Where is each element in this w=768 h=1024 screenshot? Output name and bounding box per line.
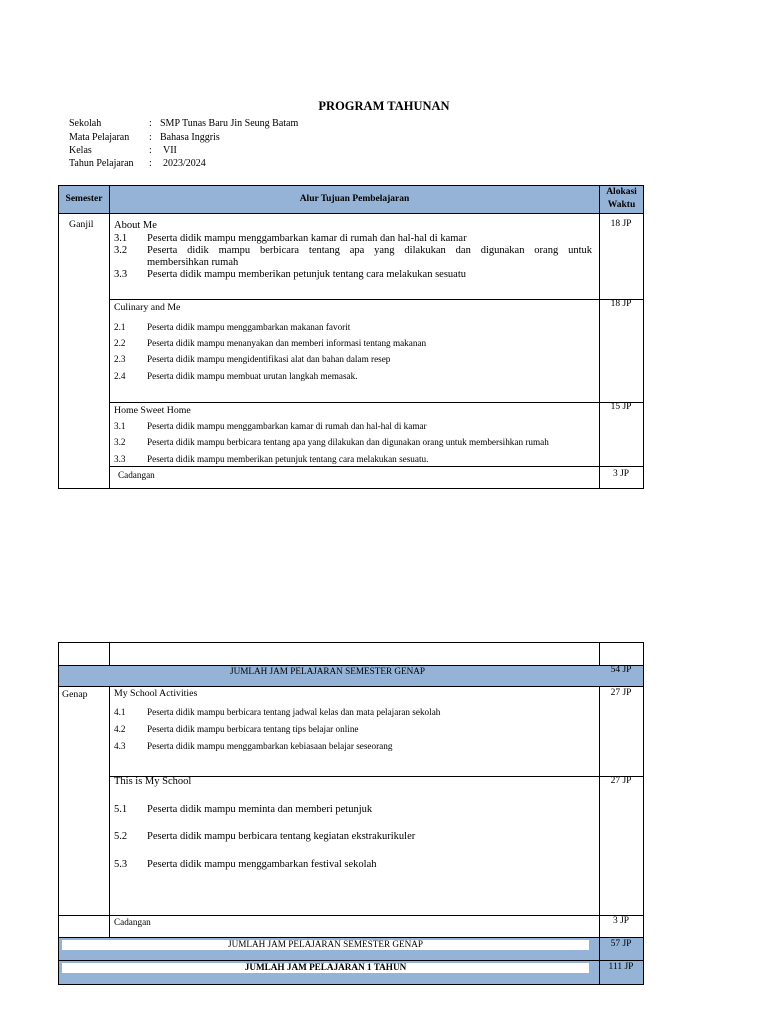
- objective-number: 4.1: [114, 707, 126, 717]
- header-alokasi-waktu: [600, 186, 643, 212]
- objective-number: 4.2: [114, 724, 126, 734]
- table-border: [599, 185, 600, 489]
- info-row-subject: [0, 131, 768, 145]
- table-border: [58, 185, 644, 186]
- table-border: [58, 488, 644, 489]
- semester-label: Ganjil: [69, 219, 94, 230]
- unit-title: This is My School: [114, 776, 192, 787]
- info-separator: :: [149, 158, 152, 169]
- objective-text: Peserta didik mampu membuat urutan langkah memasak.: [147, 371, 358, 381]
- table-border: [109, 402, 644, 403]
- header-semester: Semester: [65, 194, 103, 204]
- objective-number: 3.1: [114, 421, 126, 431]
- info-value: Bahasa Inggris: [160, 131, 220, 143]
- objective-text: Peserta didik mampu menggambarkan kamar di rumah dan hal-hal di kamar: [147, 233, 467, 244]
- objective-number: 3.3: [114, 454, 126, 464]
- objective-text: Peserta didik mampu menggambarkan festival sekolah: [147, 859, 377, 870]
- info-label: Tahun Pelajaran: [69, 158, 134, 169]
- objective-text: Peserta didik mampu menanyakan dan memberi informasi tentang makanan: [147, 338, 427, 348]
- table-border: [58, 642, 644, 643]
- unit-title: About Me: [114, 220, 157, 231]
- jumlah-genap-label: JUMLAH JAM PELAJARAN SEMESTER GENAP: [228, 939, 423, 949]
- objective-number: 3.3: [114, 269, 128, 280]
- objective-number: 5.1: [114, 804, 128, 815]
- table-border: [58, 642, 59, 985]
- unit-title: Home Sweet Home: [114, 405, 191, 416]
- objective-number: 5.2: [114, 831, 128, 842]
- cadangan-jp: 3 JP: [612, 469, 630, 479]
- table-border: [109, 686, 110, 937]
- cadangan-label: Cadangan: [114, 917, 151, 927]
- info-row-school: [0, 117, 768, 131]
- info-value: VII: [163, 145, 177, 156]
- info-label: Sekolah: [69, 118, 102, 129]
- table-border: [643, 642, 644, 985]
- header-alokasi-line1: Alokasi: [606, 187, 637, 197]
- objective-text: Peserta didik mampu menggambarkan kamar di rumah dan hal-hal di kamar: [147, 421, 427, 431]
- unit-jp: 18 JP: [610, 219, 632, 229]
- objective-number: 3.2: [114, 245, 128, 256]
- info-separator: :: [149, 118, 152, 129]
- unit-title: My School Activities: [114, 688, 198, 699]
- header-alur-tujuan: Alur Tujuan Pembelajaran: [299, 194, 410, 204]
- jumlah-tahun-label: JUMLAH JAM PELAJARAN 1 TAHUN: [244, 962, 407, 972]
- objective-text: Peserta didik mampu meminta dan memberi petunjuk: [147, 804, 373, 815]
- table-border: [599, 642, 600, 666]
- info-row-class: [0, 144, 768, 158]
- objective-number: 5.3: [114, 859, 128, 870]
- objective-number: 2.2: [114, 338, 126, 348]
- objective-text: Peserta didik mampu memberikan petunjuk tentang cara melakukan sesuatu.: [147, 454, 429, 464]
- info-separator: :: [149, 145, 152, 156]
- objective-number: 4.3: [114, 741, 126, 751]
- objective-text: Peserta didik mampu berbicara tentang kegiatan ekstrakurikuler: [147, 831, 416, 842]
- table-border: [58, 686, 644, 687]
- objective-number: 3.1: [114, 233, 128, 244]
- info-label: Mata Pelajaran: [69, 131, 130, 143]
- document-title: PROGRAM TAHUNAN: [318, 99, 450, 113]
- table-border: [58, 213, 644, 214]
- info-separator: :: [149, 131, 152, 143]
- info-value: SMP Tunas Baru Jin Seung Batam: [160, 118, 299, 129]
- info-label: Kelas: [69, 145, 92, 156]
- objective-number: 2.1: [114, 322, 126, 332]
- table-border: [109, 185, 110, 489]
- table-border: [109, 299, 644, 300]
- table-border: [58, 185, 59, 489]
- table-border: [58, 984, 644, 985]
- info-value: 2023/2024: [163, 158, 206, 169]
- objective-text: Peserta didik mampu memberikan petunjuk tentang cara melakukan sesuatu: [147, 269, 466, 280]
- jumlah-tahun-jp: 111 JP: [608, 962, 634, 972]
- objective-text: Peserta didik mampu menggambarkan kebiasaan belajar seseorang: [147, 741, 393, 751]
- objective-text: Peserta didik mampu berbicara tentang jadwal kelas dan mata pelajaran sekolah: [147, 707, 441, 717]
- objective-text-continued: membersihkan rumah: [147, 257, 239, 268]
- objective-number: 2.3: [114, 354, 126, 364]
- unit-jp: 15 JP: [610, 402, 632, 412]
- semester-label: Genap: [62, 689, 88, 700]
- objective-text: Peserta didik mampu berbicara tentang apa yang dilakukan dan digunakan orang untuk membersihkan rumah: [147, 437, 549, 447]
- header-alokasi-line2: Waktu: [607, 200, 636, 210]
- jumlah-semester-label: JUMLAH JAM PELAJARAN SEMESTER GENAP: [230, 666, 425, 676]
- table-border: [643, 185, 644, 489]
- objective-text: Peserta didik mampu berbicara tentang apa yang dilakukan dan digunakan orang untuk: [147, 245, 592, 256]
- unit-jp: 27 JP: [610, 688, 632, 698]
- objective-number: 3.2: [114, 437, 126, 447]
- unit-title: Culinary and Me: [114, 302, 181, 313]
- info-row-year: [0, 157, 768, 171]
- jumlah-genap-jp: 57 JP: [610, 939, 632, 949]
- table-border: [109, 642, 110, 666]
- cadangan-label: Cadangan: [118, 470, 155, 480]
- cadangan-jp: 3 JP: [612, 916, 630, 926]
- objective-text: Peserta didik mampu mengidentifikasi alat dan bahan dalam resep: [147, 354, 391, 364]
- unit-jp: 27 JP: [610, 776, 632, 786]
- objective-text: Peserta didik mampu berbicara tentang tips belajar online: [147, 724, 359, 734]
- objective-text: Peserta didik mampu menggambarkan makanan favorit: [147, 322, 351, 332]
- unit-jp: 18 JP: [610, 299, 632, 309]
- jumlah-semester-jp: 54 JP: [610, 665, 632, 675]
- objective-number: 2.4: [114, 371, 126, 381]
- table-border: [109, 466, 644, 467]
